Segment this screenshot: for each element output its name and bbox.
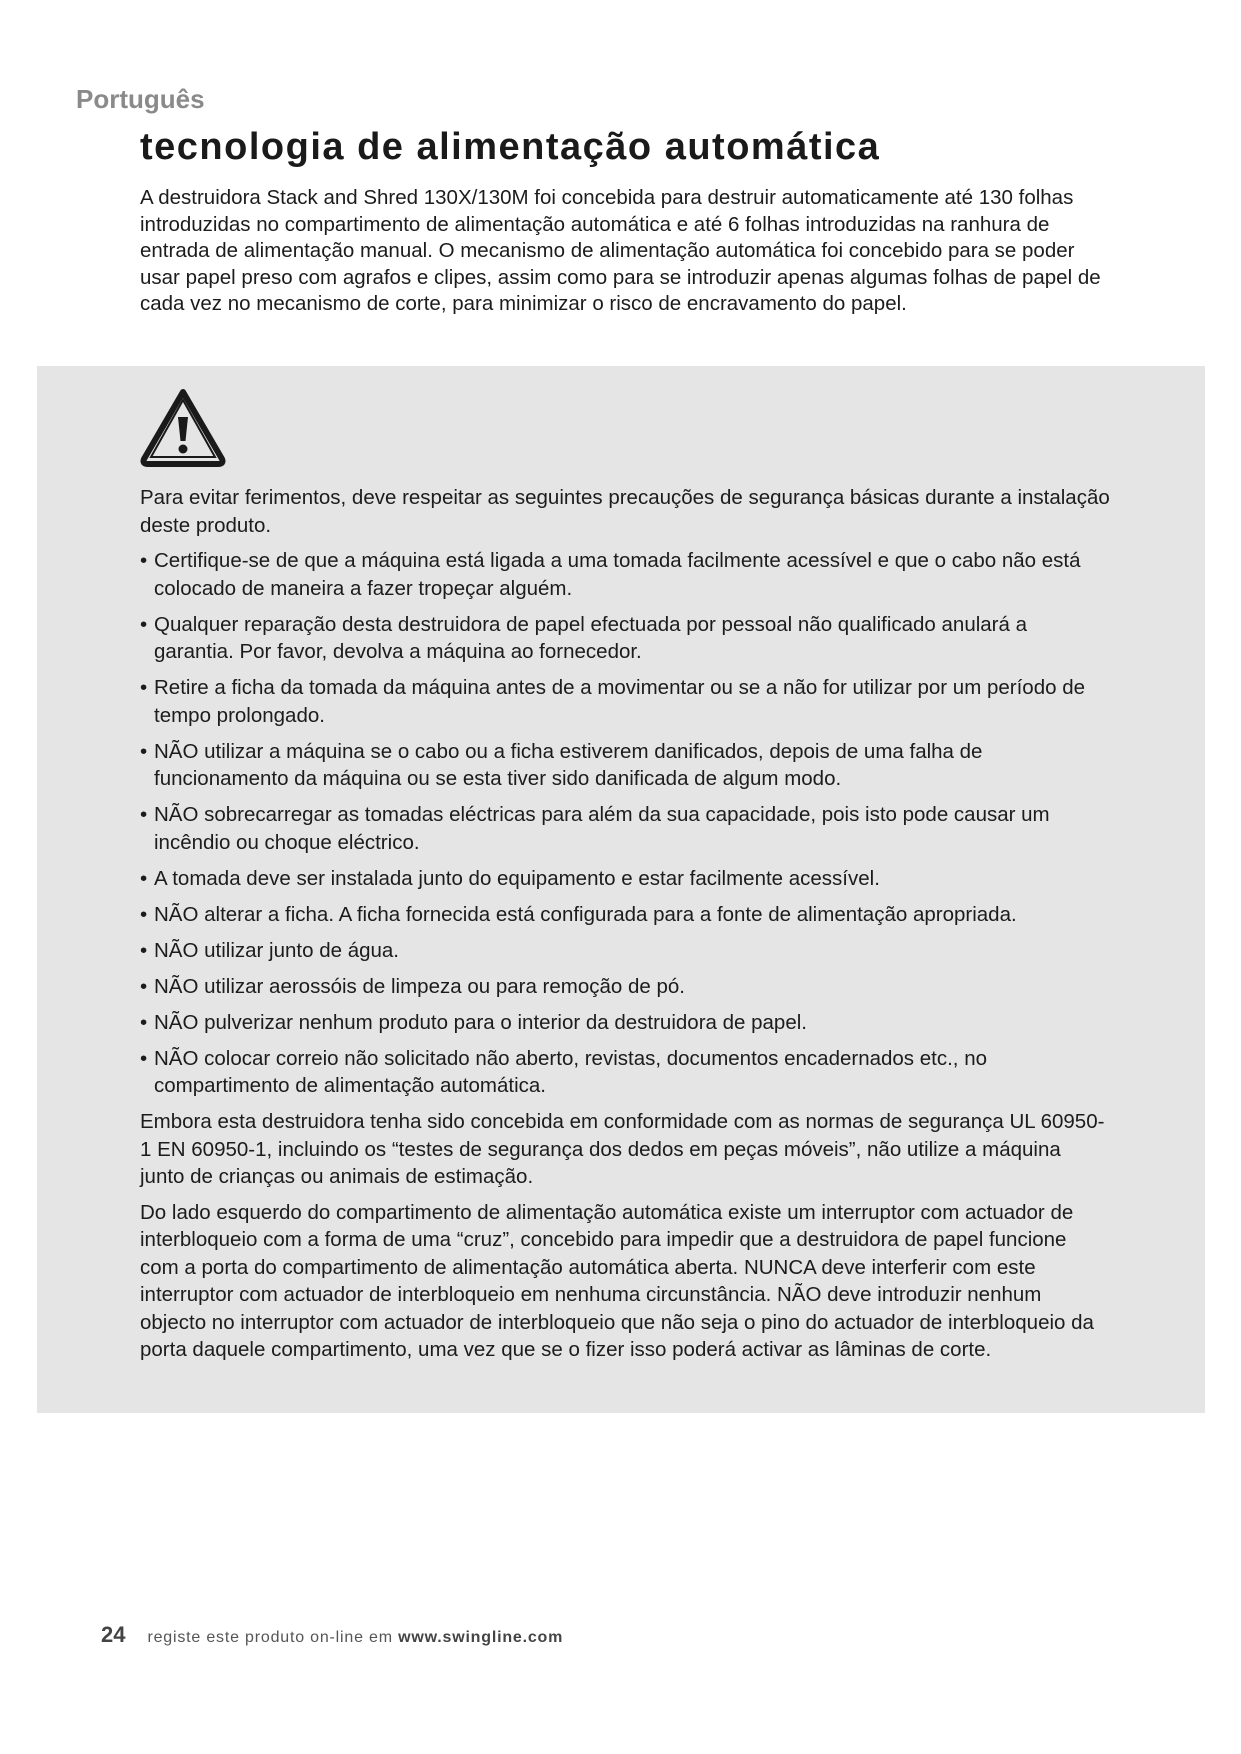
safety-precautions-list <box>140 547 1110 1100</box>
list-item: • Certifique-se de que a máquina está ligada a uma tomada facilmente acessível e que o cabo não está colocado de maneira a fazer tropeçar alguém. <box>140 547 1110 602</box>
list-item: • NÃO sobrecarregar as tomadas eléctricas para além da sua capacidade, pois isto pode causar um incêndio ou choque eléctrico. <box>140 801 1110 856</box>
website-link[interactable]: www.swingline.com <box>398 1629 564 1646</box>
list-item: • NÃO utilizar junto de água. <box>140 937 1110 965</box>
intro-paragraph: A destruidora Stack and Shred 130X/130M foi concebida para destruir automaticamente até 130 folhas introduzidas no compartimento de alimentação automática e até 6 folhas introduzidas na ranhura de entrada de alimentação manual. O mecanismo de alimentação automática foi concebido para se poder usar papel preso com agrafos e clipes, assim como para se introduzir apenas algumas folhas de papel de cada vez no mecanismo de corte, para minimizar o risco de encravamento do papel. <box>140 186 1101 315</box>
warning-lead: Para evitar ferimentos, deve respeitar as seguintes precauções de segurança básicas durante a instalação deste produto. <box>140 486 1110 537</box>
list-item: • NÃO utilizar a máquina se o cabo ou a ficha estiverem danificados, depois de uma falha de funcionamento da máquina ou se esta tiver sido danificada de algum modo. <box>140 738 1110 793</box>
page-footer <box>101 1622 563 1648</box>
list-item: • NÃO colocar correio não solicitado não aberto, revistas, documentos encadernados etc., no compartimento de alimentação automática. <box>140 1045 1110 1100</box>
language-label: Português <box>76 84 205 114</box>
page-number: 24 <box>101 1622 126 1647</box>
list-item: • Qualquer reparação desta destruidora de papel efectuada por pessoal não qualificado anulará a garantia. Por favor, devolva a máquina ao fornecedor. <box>140 611 1110 666</box>
safety-warning-content <box>140 484 1110 1372</box>
warning-triangle-icon <box>138 385 228 469</box>
list-item: • A tomada deve ser instalada junto do equipamento e estar facilmente acessível. <box>140 865 1110 893</box>
footer-text: registe este produto on-line em <box>147 1629 393 1646</box>
interlock-paragraph: Do lado esquerdo do compartimento de alimentação automática existe um interruptor com actuador de interbloqueio com a forma de uma “cruz”, concebido para impedir que a destruidora de papel funcione com a porta do compartimento de alimentação automática aberta. NUNCA deve interferir com este interruptor com actuador de interbloqueio em nenhuma circunstância. NÃO deve introduzir nenhum objecto no interruptor com actuador de interbloqueio que não seja o pino do actuador de interbloqueio da porta daquele compartimento, uma vez que se o fizer isso poderá activar as lâminas de corte. <box>140 1200 1094 1361</box>
list-item: • NÃO alterar a ficha. A ficha fornecida está configurada para a fonte de alimentação apropriada. <box>140 901 1110 929</box>
page-title: tecnologia de alimentação automática <box>140 126 881 168</box>
list-item: • Retire a ficha da tomada da máquina antes de a movimentar ou se a não for utilizar por um período de tempo prolongado. <box>140 674 1110 729</box>
list-item: • NÃO utilizar aerossóis de limpeza ou para remoção de pó. <box>140 973 1110 1001</box>
safety-standards-paragraph: Embora esta destruidora tenha sido concebida em conformidade com as normas de segurança UL 60950-1 EN 60950-1, incluindo os “testes de segurança dos dedos em peças móveis”, não utilize a máquina junto de crianças ou animais de estimação. <box>140 1110 1105 1188</box>
list-item: • NÃO pulverizar nenhum produto para o interior da destruidora de papel. <box>140 1009 1110 1037</box>
